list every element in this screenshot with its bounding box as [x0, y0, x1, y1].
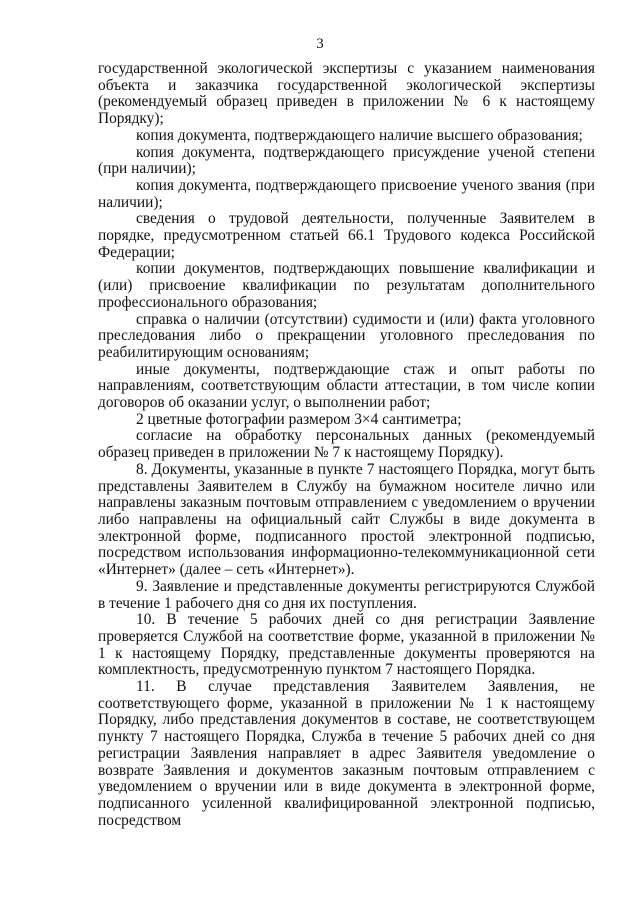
- paragraph-continuation: государственной экологической экспертизы с указанием наименования объекта и заказчика государственной экологической экспертизы (рекомендуемый образец приведен в приложении № 6 к настоящему Порядку);: [98, 60, 595, 128]
- list-item-work-history: сведения о трудовой деятельности, полученные Заявителем в порядке, предусмотренном статьей 66.1 Трудового кодекса Российской Федерации;: [98, 210, 595, 261]
- clause-10: 10. В течение 5 рабочих дней со дня регистрации Заявление проверяется Службой на соответствие форме, указанной в приложении № 1 к настоящему Порядку, представленные документы проверяются на комплектность, предусмотренную пунктом 7 настоящего Порядка.: [98, 611, 595, 679]
- document-body: [98, 61, 595, 829]
- list-item-qualification: копии документов, подтверждающих повышение квалификации и (или) присвоение квалификации по результатам дополнительного профессионального образования;: [98, 260, 595, 311]
- clause-11: 11. В случае представления Заявителем Заявления, не соответствующего форме, указанной в приложении № 1 к настоящему Порядку, либо представления документов в составе, не соответствующем пункту 7 настоящего Порядка, Служба в течение 5 рабочих дней со дня регистрации Заявления направляет в адрес Заявителя уведомление о возврате Заявления и документов заказным почтовым отправлением с уведомлением о вручении или в виде документа в электронной форме, подписанного усиленной квалифицированной электронной подписью, посредством: [98, 678, 595, 829]
- list-item-criminal-record: справка о наличии (отсутствии) судимости и (или) факта уголовного преследования либо о прекращении уголовного преследования по реабилитирующим основаниям;: [98, 310, 595, 361]
- list-item-higher-education: копия документа, подтверждающего наличие высшего образования;: [136, 126, 583, 144]
- clause-9: 9. Заявление и представленные документы регистрируются Службой в течение 1 рабочего дня со дня их поступления.: [98, 577, 595, 612]
- clause-8: 8. Документы, указанные в пункте 7 настоящего Порядка, могут быть представлены Заявителем в Службу на бумажном носителе лично или направлены заказным почтовым отправлением с уведомлением о вручении либо направлены на официальный сайт Службы в виде документа в электронной форме, подписанного простой электронной подписью, посредством использования информационно-телекоммуникационной сети «Интернет» (далее – сеть «Интернет»).: [98, 460, 595, 579]
- list-item-academic-degree: копия документа, подтверждающего присуждение ученой степени (при наличии);: [98, 143, 595, 178]
- page-number: 3: [316, 36, 324, 52]
- list-item-other-documents: иные документы, подтверждающие стаж и опыт работы по направлениям, соответствующим области аттестации, в том числе копии договоров об оказании услуг, о выполнении работ;: [98, 360, 595, 412]
- list-item-academic-title: копия документа, подтверждающего присвоение ученого звания (при наличии);: [98, 176, 595, 211]
- list-item-consent: согласие на обработку персональных данных (рекомендуемый образец приведен в приложении № 7 к настоящему Порядку).: [98, 427, 595, 462]
- list-item-photos: 2 цветные фотографии размером 3×4 сантиметра;: [136, 410, 462, 428]
